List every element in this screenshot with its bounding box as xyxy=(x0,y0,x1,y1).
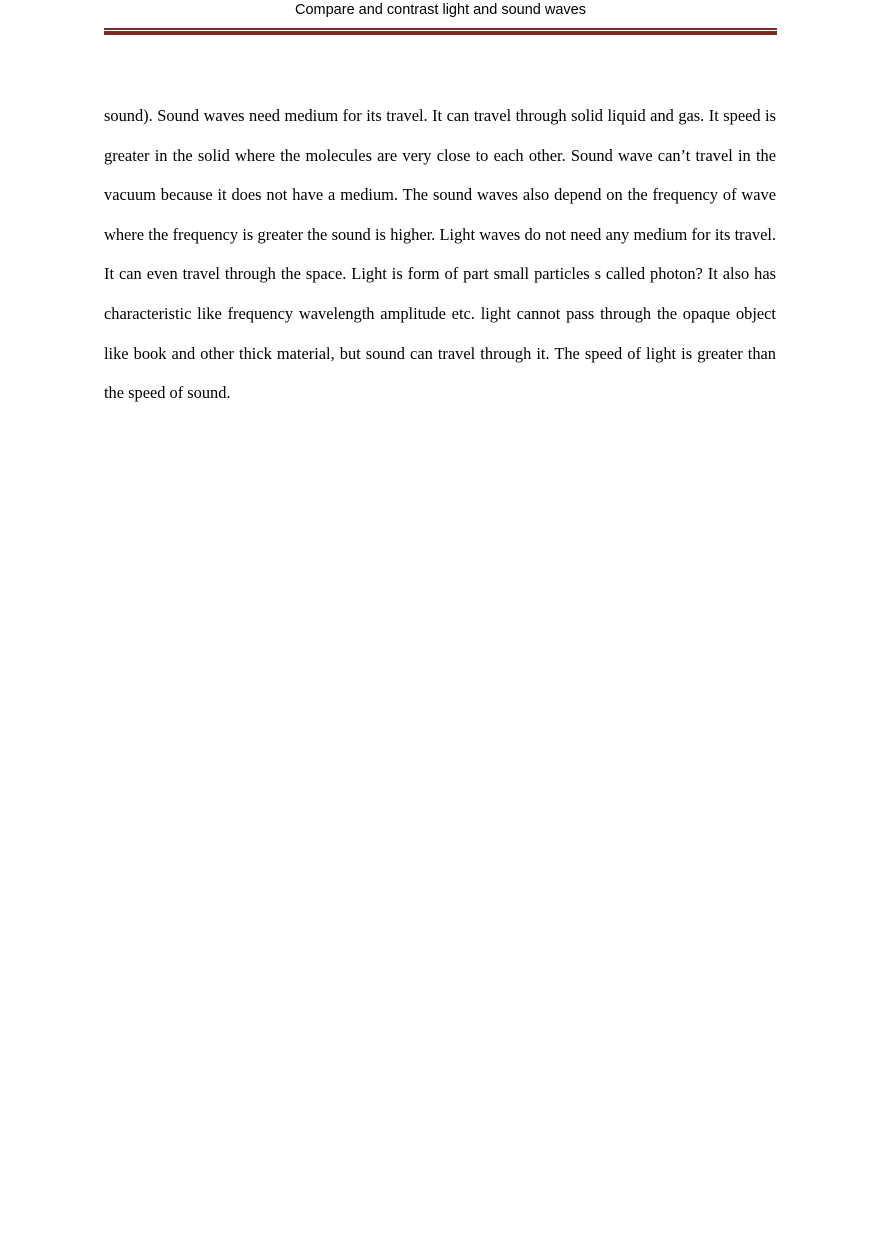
body-paragraph: sound). Sound waves need medium for its travel. It can travel through solid liquid and gas. It speed is greater in the solid where the molecules are very close to each other. Sound wave can’t travel in the vacuum because it does not have a medium. The sound waves also depend on the frequency of wave where the frequency is greater the sound is higher. Light waves do not need any medium for its travel. It can even travel through the space. Light is form of part small particles s called photon? It also has characteristic like frequency wavelength amplitude etc. light cannot pass through the opaque object like book and other thick material, but sound can travel through it. The speed of light is greater than the speed of sound. xyxy=(104,106,776,403)
header-divider-thin-line xyxy=(104,28,777,30)
header-title: Compare and contrast light and sound waves xyxy=(295,2,586,18)
page-header xyxy=(104,0,777,20)
header-divider-thick-line xyxy=(104,31,777,35)
header-divider xyxy=(104,28,777,36)
